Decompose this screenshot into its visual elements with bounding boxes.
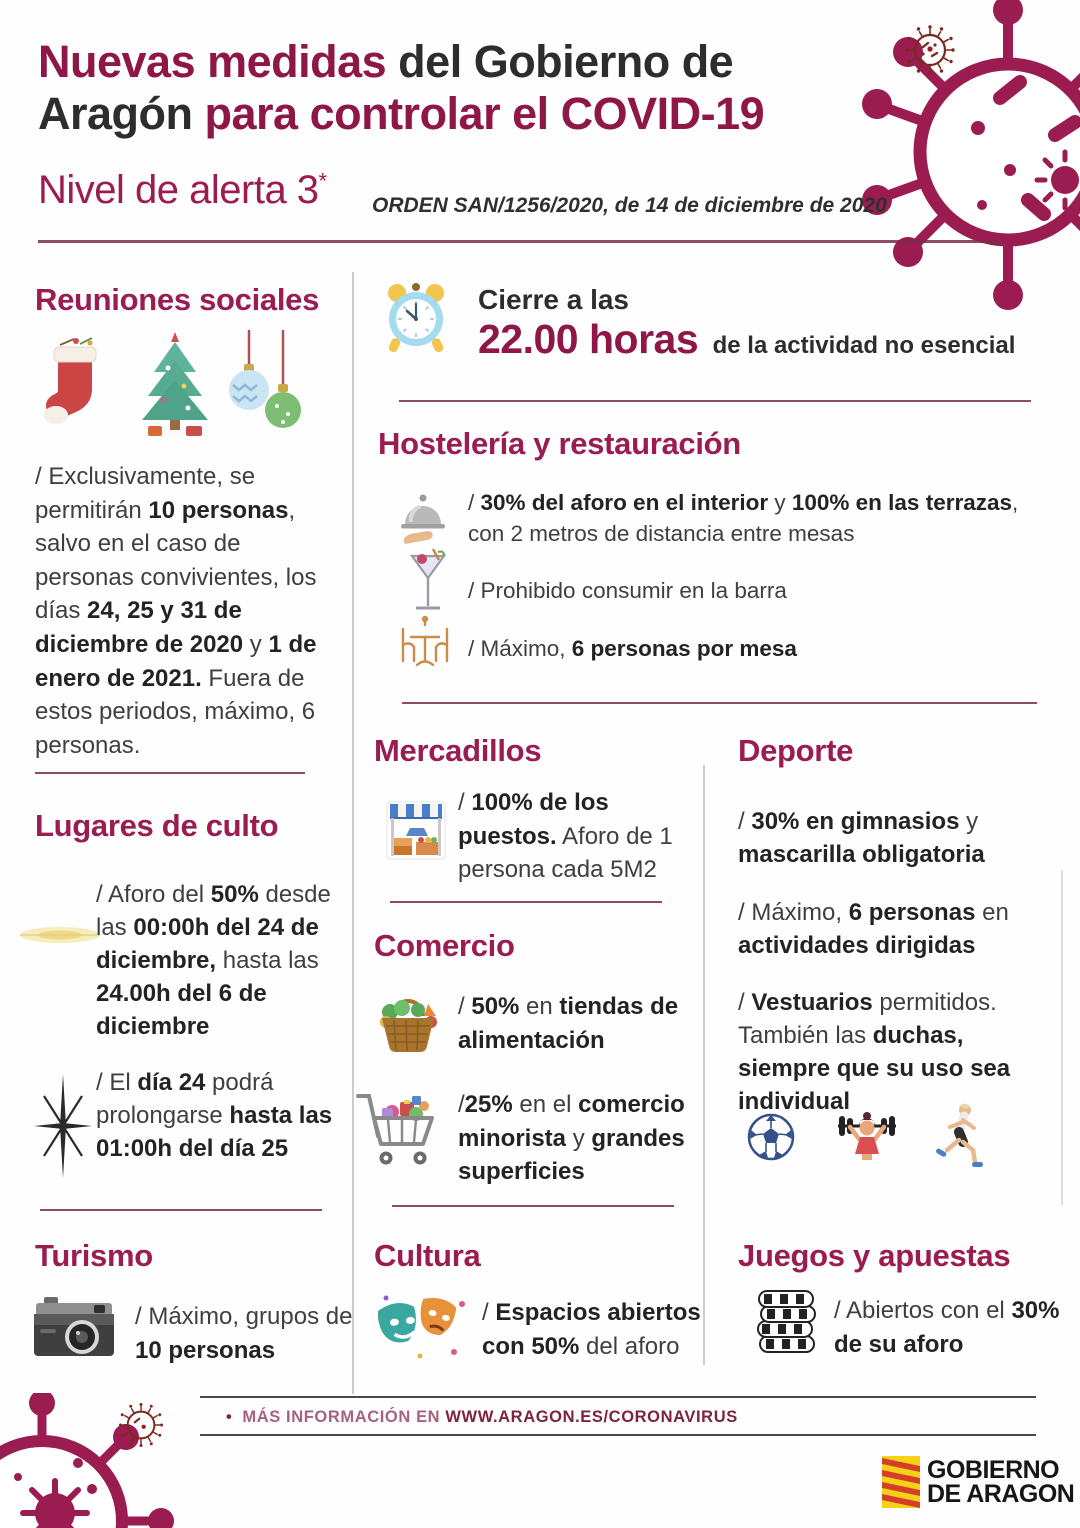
footer-divider-bottom xyxy=(200,1434,1036,1436)
deporte-item-3-text: / Vestuarios permitidos. También las duchas, siempre que su uso sea individual xyxy=(738,989,1011,1116)
hosteleria-item-1-text: / 30% del aforo en el interior y 100% en las terrazas, con 2 metros de distancia entre mesas xyxy=(468,490,1019,546)
section-title-reuniones: Reuniones sociales xyxy=(35,282,320,317)
divider-reuniones-culto xyxy=(35,772,305,774)
grocery-basket-icon xyxy=(374,986,442,1054)
soccer-ball-icon xyxy=(746,1112,796,1162)
alert-level: Nivel de alerta 3* xyxy=(38,168,327,212)
footer-bullet: • xyxy=(226,1408,233,1426)
christmas-ornaments-icon xyxy=(225,330,305,440)
title-line-1: Nuevas medidas del Gobierno de xyxy=(38,36,734,87)
closure-prefix: Cierre a las xyxy=(478,284,629,315)
eight-point-star-icon xyxy=(32,1072,94,1180)
section-title-juegos: Juegos y apuestas xyxy=(738,1238,1011,1273)
alarm-clock-icon xyxy=(382,278,450,356)
section-title-comercio: Comercio xyxy=(374,928,515,963)
deporte-item-2-text: / Máximo, 6 personas en actividades dirigidas xyxy=(738,899,1009,960)
small-virus-icon-bottom-left xyxy=(116,1400,166,1450)
footer-info-prefix: MÁS INFORMACIÓN EN xyxy=(242,1408,446,1426)
page-title xyxy=(38,36,868,140)
closure-suffix: de la actividad no esencial xyxy=(712,332,1016,359)
serving-cloche-icon xyxy=(398,490,448,546)
deporte-item-1-text: / 30% en gimnasios y mascarilla obligatoria xyxy=(738,808,985,869)
culto-item-2-text: / El día 24 podrá prolongarse hasta las 01:00h del día 25 xyxy=(96,1069,333,1163)
closure-time: 22.00 horas xyxy=(478,316,699,362)
section-title-deporte: Deporte xyxy=(738,733,854,768)
divider-hosteleria xyxy=(402,702,1037,704)
table-chairs-icon xyxy=(396,615,454,673)
cultura-item-text: / Espacios abiertos con 50% del aforo xyxy=(482,1299,701,1360)
footer-divider-top xyxy=(200,1396,1036,1398)
theater-masks-icon xyxy=(374,1290,474,1368)
column-divider-left xyxy=(352,272,354,1394)
comercio-item-2-text: /25% en el comercio minorista y grandes superficies xyxy=(458,1091,685,1186)
turismo-item-text: / Máximo, grupos de 10 personas xyxy=(135,1303,353,1364)
camera-icon xyxy=(30,1295,118,1361)
hosteleria-item-3-text: / Máximo, 6 personas por mesa xyxy=(468,636,797,661)
hosteleria-item-2-text: / Prohibido consumir en la barra xyxy=(468,578,787,603)
cocktail-icon xyxy=(408,548,448,620)
aragon-flag-icon xyxy=(882,1456,920,1508)
divider-mercadillos xyxy=(390,901,662,903)
divider-culto-turismo xyxy=(40,1209,322,1211)
market-stall-icon xyxy=(384,798,448,862)
weightlifter-icon xyxy=(834,1106,900,1168)
runner-icon xyxy=(934,1102,984,1172)
juegos-item-text: / Abiertos con el 30% de su aforo xyxy=(834,1297,1060,1358)
divider-closure xyxy=(399,400,1031,402)
comercio-item-1-text: / 50% en tiendas de alimentación xyxy=(458,993,679,1054)
candle-glow-icon xyxy=(18,905,102,965)
header-divider xyxy=(38,240,1000,243)
footer-info xyxy=(226,1408,738,1427)
christmas-tree-icon xyxy=(130,330,220,440)
large-virus-illustration-bottom-left xyxy=(0,1393,233,1528)
gobierno-aragon-logo xyxy=(882,1456,1074,1508)
section-title-cultura: Cultura xyxy=(374,1238,481,1273)
closure-line xyxy=(478,316,1048,363)
order-reference: ORDEN SAN/1256/2020, de 14 de diciembre de 2020 xyxy=(372,194,887,217)
reuniones-body-text: / Exclusivamente, se permitirán 10 personas, salvo en el caso de personas convivientes, los días 24, 25 y 31 de diciembre de 2020 y 1 de enero de 2021. Fuera de estos periodos, máximo, 6 personas. xyxy=(35,463,317,759)
title-line-2: Aragón para controlar el COVID-19 xyxy=(38,88,765,140)
small-virus-icon-top-right xyxy=(902,22,958,78)
footer-info-link[interactable]: WWW.ARAGON.ES/CORONAVIRUS xyxy=(445,1408,738,1426)
section-title-culto: Lugares de culto xyxy=(35,808,279,843)
christmas-stocking-icon xyxy=(40,335,110,435)
large-virus-illustration-top-right xyxy=(850,0,1080,310)
poker-chips-icon xyxy=(752,1284,822,1358)
mercadillos-item-text: / 100% de los puestos. Aforo de 1 persona cada 5M2 xyxy=(458,789,673,884)
section-title-mercadillos: Mercadillos xyxy=(374,733,542,768)
logo-text: GOBIERNO DE ARAGON xyxy=(927,1455,1075,1508)
divider-comercio xyxy=(392,1205,674,1207)
section-title-turismo: Turismo xyxy=(35,1238,153,1273)
section-title-hosteleria: Hostelería y restauración xyxy=(378,426,741,461)
culto-item-1-text: / Aforo del 50% desde las 00:00h del 24 de diciembre, hasta las 24.00h del 6 de diciembre xyxy=(96,881,331,1041)
shopping-cart-icon xyxy=(354,1084,444,1174)
